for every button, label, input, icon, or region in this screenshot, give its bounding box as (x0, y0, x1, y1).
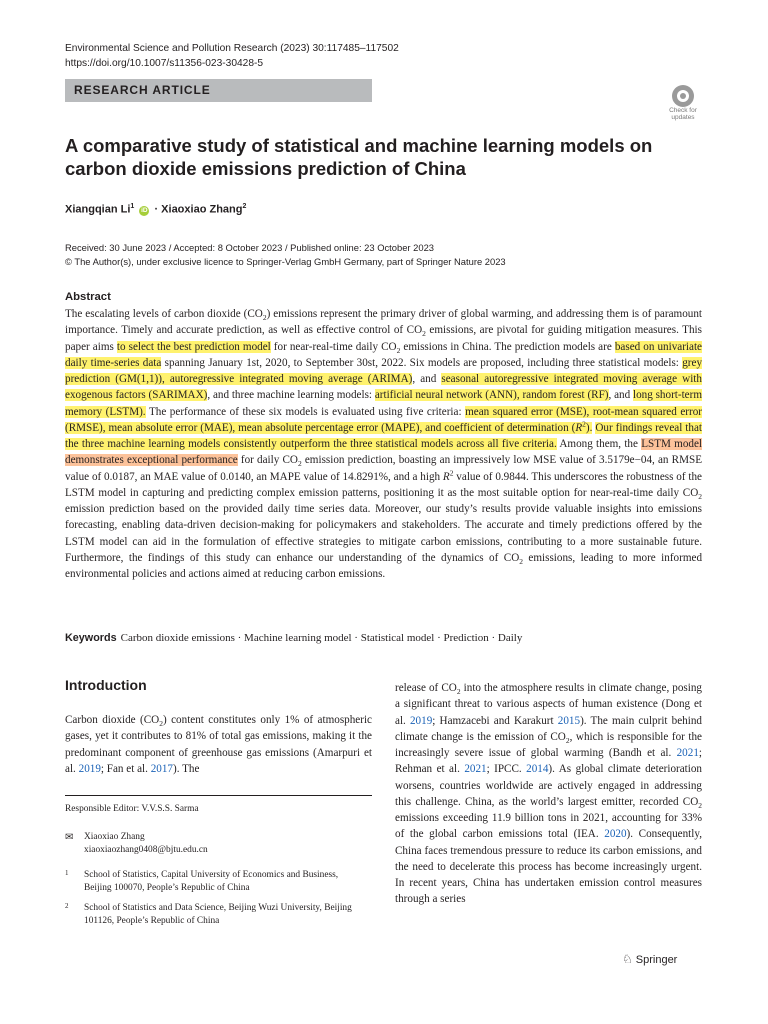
article-type-banner (65, 79, 372, 102)
mail-icon: ✉ (65, 832, 74, 843)
highlight-yellow: mean squared error (MSE), root-mean squared error (RMSE), mean absolute error (MAE), mean absolute percentage error (MAPE), and coefficient of determination $(R^2)$. (65, 405, 702, 434)
affiliation-2-number: 2 (65, 902, 69, 910)
publisher-logo (622, 952, 677, 966)
contact-email[interactable]: xiaoxiaozhang0408@bjtu.edu.cn (84, 845, 208, 856)
citation-link[interactable]: 2015 (557, 714, 581, 727)
orcid-icon[interactable]: iD (141, 206, 148, 214)
author-2[interactable]: Xiaoxiao Zhang (161, 203, 243, 216)
article-title: A comparative study of statistical and machine learning models on carbon dioxide emissions prediction of China (65, 135, 653, 179)
doi-link[interactable]: https://doi.org/10.1007/s11356-023-30428-5 (65, 58, 264, 69)
highlight-orange: LSTM model demonstrates exceptional performance (65, 438, 703, 467)
citation-link[interactable]: 2021 (464, 763, 487, 776)
keywords-label: Keywords (65, 632, 117, 644)
publisher-name: Springer (635, 954, 678, 966)
journal-citation: Environmental Science and Pollution Research (2023) 30:117485–117502 (65, 43, 399, 54)
footnote-divider (65, 795, 372, 796)
check-for-updates-badge[interactable] (663, 85, 703, 125)
affiliation-1-number: 1 (65, 869, 69, 877)
citation-link[interactable]: 2020 (604, 828, 627, 841)
keywords-list: Carbon dioxide emissions · Machine learning model · Statistical model · Prediction · Daily (120, 632, 523, 644)
author-1[interactable]: Xiangqian Li (65, 203, 131, 216)
highlight-yellow: seasonal autoregressive integrated moving average with exogenous factors (SARIMAX) (65, 373, 702, 402)
publication-dates: Received: 30 June 2023 / Accepted: 8 October 2023 / Published online: 23 October 2023 © The Author(s), under exclusive licence to Springer-Verlag GmbH Germany, part of Springer Nature 2023 (65, 242, 506, 267)
affiliation-1: School of Statistics, Capital University of Economics and Business, Beijing 100070, People’s Republic of China (84, 870, 339, 894)
corresponding-author (84, 831, 208, 857)
citation-link[interactable]: 2019 (78, 762, 101, 775)
introduction-heading: Introduction (65, 677, 147, 693)
introduction-left-column: Carbon dioxide $(CO_2)$ content constitutes only 1% of atmospheric gases, yet it contributes to 81% of total gas emissions, making it the predominant component of greenhouse gas emissions (Amarpuri et al. 2019; Fan et al. 2017). The (65, 714, 372, 775)
citation-link[interactable]: 2014 (526, 763, 549, 776)
affiliation-2: School of Statistics and Data Science, Beijing Wuzi University, Beijing 101126, People’s Republic of China (84, 903, 352, 927)
introduction-right-column: release of $CO_2$ into the atmosphere results in climate change, posing a significant threat to various aspects of human existence (Dong et al. 2019; Hamzacebi and Karakurt 2015). The main culprit behind climate change is the emission of $CO_2$, which is responsible for the increasingly severe issue of global warming (Bandh et al. 2021; Rehman et al. 2021; IPCC. 2014). As global climate deterioration worsens, countries worldwide are actively engaged in addressing this challenge. China, as the world’s largest emitter, recorded $CO_2$ emissions exceeding 11.9 billion tons in 2021, accounting for 33% of the global carbon emissions total (IEA. 2020). Consequently, China faces tremendous pressure to reduce its carbon emissions, and the need to decelerate this process has become increasingly urgent. In recent years, China has undertaken emission control measures through a series (395, 682, 703, 906)
check-updates-label: Check for updates (669, 107, 697, 121)
abstract-body: The escalating levels of carbon dioxide $(CO_2)$ emissions represent the primary driver of global warming, and addressing them is of paramount importance. Timely and accurate prediction, as well as effective control of $CO_2$ emissions, are pivotal for guiding mitigation measures. This paper aims to select the best prediction model for near-real-time daily $CO_2$ emissions in China. The prediction models are based on univariate daily time-series data spanning January 1st, 2020, to September 30st, 2022. Six models are proposed, including three statistical models: grey prediction (GM(1,1)), autoregressive integrated moving average (ARIMA), and seasonal autoregressive integrated moving average with exogenous factors (SARIMAX), and three machine learning models: artificial neural network (ANN), random forest (RF), and long short-term memory (LSTM). The performance of these six models is evaluated using five criteria: mean squared error (MSE), root-mean squared error (RMSE), mean absolute error (MAE), mean absolute percentage error (MAPE), and coefficient of determination $(R^2)$. Our findings reveal that the three machine learning models consistently outperform the three statistical models across all five criteria. Among them, the LSTM model demonstrates exceptional performance for daily $CO_2$ emission prediction, boasting an impressively low MSE value of 3.5179e−04, an RMSE value of 0.0187, an MAE value of 0.0140, an MAPE value of 14.8291%, and a high $R^2$ value of 0.9844. This underscores the robustness of the LSTM model in capturing and predicting complex emission patterns, positioning it as the most suitable option for near-real-time daily $CO_2$ emission prediction based on the provided daily time series data. Moreover, our study’s results provide valuable insights into emissions forecasting, enabling data-driven decision-making for policymakers and stakeholders. The accurate and timely predictions offered by the LSTM model can aid in the formulation of effective strategies to mitigate carbon emissions, contributing to a more sustainable future. Furthermore, the findings of this study can enhance our understanding of the dynamics of $CO_2$ emissions, leading to more informed environmental policies and actions aimed at reducing carbon emissions. (65, 308, 703, 580)
highlight-yellow: based on univariate daily time-series data (65, 340, 702, 369)
author-line: Xiangqian Li$^1$ iD · Xiaoxiao Zhang$^2$ (65, 203, 247, 216)
responsible-editor: Responsible Editor: V.V.S.S. Sarma (65, 804, 199, 814)
highlight-yellow: to select the best prediction model (116, 340, 271, 353)
citation-link[interactable]: 2017 (150, 762, 173, 775)
highlight-yellow: Our findings reveal that the three machine learning models consistently outperform the three statistical models across all five criteria. (65, 421, 702, 450)
highlight-yellow: long short-term memory (LSTM). (65, 389, 702, 418)
journal-header (65, 41, 399, 71)
keywords-line (65, 630, 522, 646)
contact-name: Xiaoxiao Zhang (84, 832, 145, 842)
citation-link[interactable]: 2019 (409, 714, 433, 727)
highlight-yellow: grey prediction (GM(1,1)), autoregressive integrated moving average (ARIMA) (65, 356, 703, 385)
citation-link[interactable]: 2021 (676, 747, 699, 759)
springer-horse-icon: ♘ (622, 952, 633, 966)
abstract-heading: Abstract (65, 291, 111, 303)
highlight-yellow: artificial neural network (ANN), random forest (RF) (374, 389, 609, 402)
article-type-label: RESEARCH ARTICLE (74, 83, 211, 97)
